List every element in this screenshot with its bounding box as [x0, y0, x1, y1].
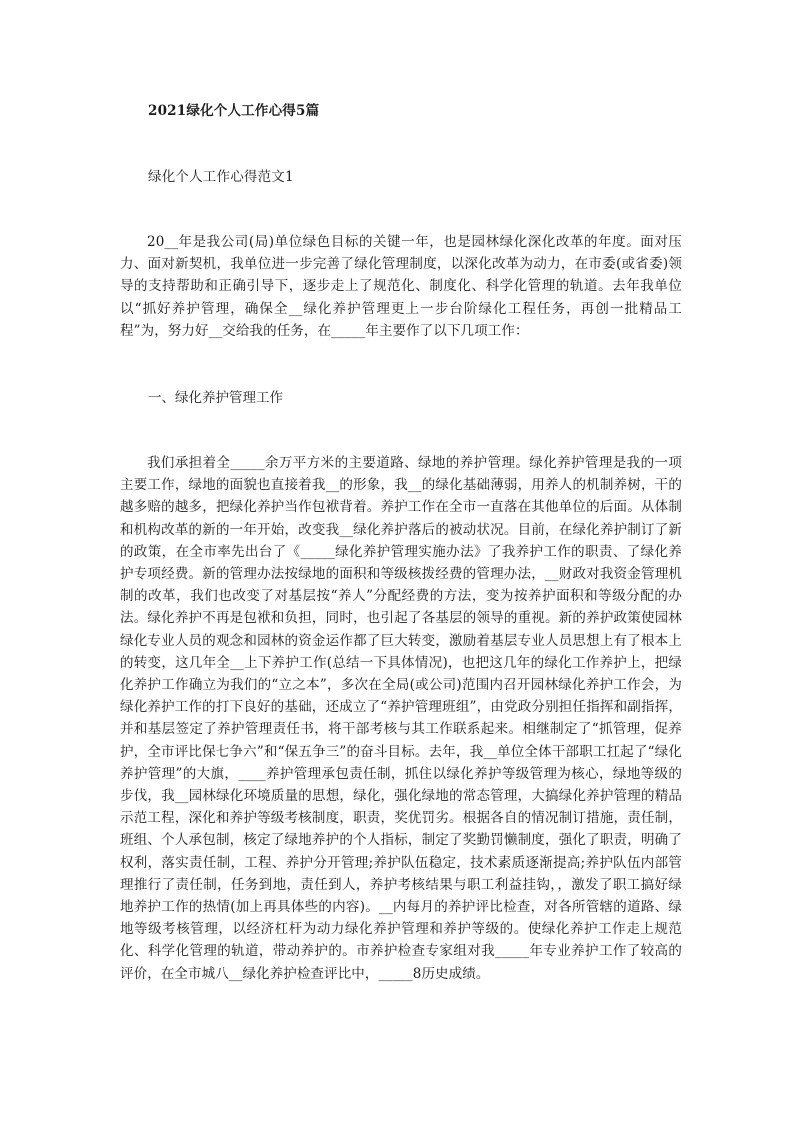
section-heading: 一、绿化养护管理工作: [148, 390, 283, 406]
document-title: 2021绿化个人工作心得5篇: [148, 103, 320, 119]
paragraph-intro: 20__年是我公司(局)单位绿色目标的关键一年，也是园林绿化深化改革的年度。面对压力、面对新契机，我单位进一步完善了绿化管理制度，以深化改革为动力，在市委(或省委)领导的支持帮助和正确引导下，逐步走上了规范化、制度化、科学化管理的轨道。去年我单位以“抓好养护管理，确保全__绿化养护管理更上一步台阶绿化工程任务，再创一批精品工程”为，努力好__交给我的任务，在_____年主要作了以下几项工作：: [120, 234, 682, 339]
paragraph-body: 我们承担着全_____余万平方米的主要道路、绿地的养护管理。绿化养护管理是我的一项主要工作，绿地的面貌也直接着我__的形象，我__的绿化基础薄弱，用养人的机制养树，干的越多赔的越多，把绿化养护当作包袱背着。养护工作在全市一直落在其他单位的后面。从体制和机构改革的新的一年开始，改变我__绿化养护落后的被动状况。目前，在绿化养护制订了新的政策，在全市率先出台了《_____绿化养护管理实施办法》了我养护工作的职责、了绿化养护专项经费。新的管理办法按绿地的面积和等级核拨经费的管理办法，__财政对我资金管理机制的改革，我们也改变了对基层按“养人”分配经费的方法，变为按养护面积和等级分配的办法。绿化养护不再是包袱和负担，同时，也引起了各基层的领导的重视。新的养护政策使园林绿化专业人员的观念和园林的资金运作都了巨大转变，激励着基层专业人员思想上有了根本上的转变，这几年全__上下养护工作(总结一下具体情况)，也把这几年的绿化工作养护上，把绿化养护工作确立为我们的“立之本”，多次在全局(或公司)范围内召开园林绿化养护工作会，为绿化养护工作的打下良好的基础，还成立了“养护管理班组”，由党政分别担任指挥和副指挥，并和基层签定了养护管理责任书，将干部考核与其工作联系起来。相继制定了“抓管理，促养护，全市评比保七争六”和“保五争三”的奋斗目标。去年，我__单位全体干部职工扛起了“绿化养护管理”的大旗，____养护管理承包责任制，抓住以绿化养护等级管理为核心，绿地等级的步伐，我__园林绿化环境质量的思想，绿化，强化绿地的常态管理，大搞绿化养护管理的精品示范工程，深化和养护等级考核制度，职责，奖优罚劣。根据各自的情况制订措施，责任制，班组、个人承包制，核定了绿地养护的个人指标，制定了奖勤罚懒制度，强化了职责，明确了权利，落实责任制，工程、养护分开管理;养护队伍稳定，技术素质逐渐提高;养护队伍内部管理推行了责任制，任务到地，责任到人，养护考核结果与职工利益挂钩，，激发了职工搞好绿地养护工作的热情(加上再具体些的内容)。__内每月的养护评比检查，对各所管辖的道路、绿地等级考核管理，以经济杠杆为动力绿化养护管理和养护等级的。使绿化养护工作走上规范化、科学化管理的轨道，带动养护的。市养护检查专家组对我_____年专业养护工作了较高的评价，在全市城八__绿化养护检查评比中，_____8历史成绩。: [120, 455, 682, 982]
document-subtitle: 绿化个人工作心得范文1: [148, 169, 294, 185]
